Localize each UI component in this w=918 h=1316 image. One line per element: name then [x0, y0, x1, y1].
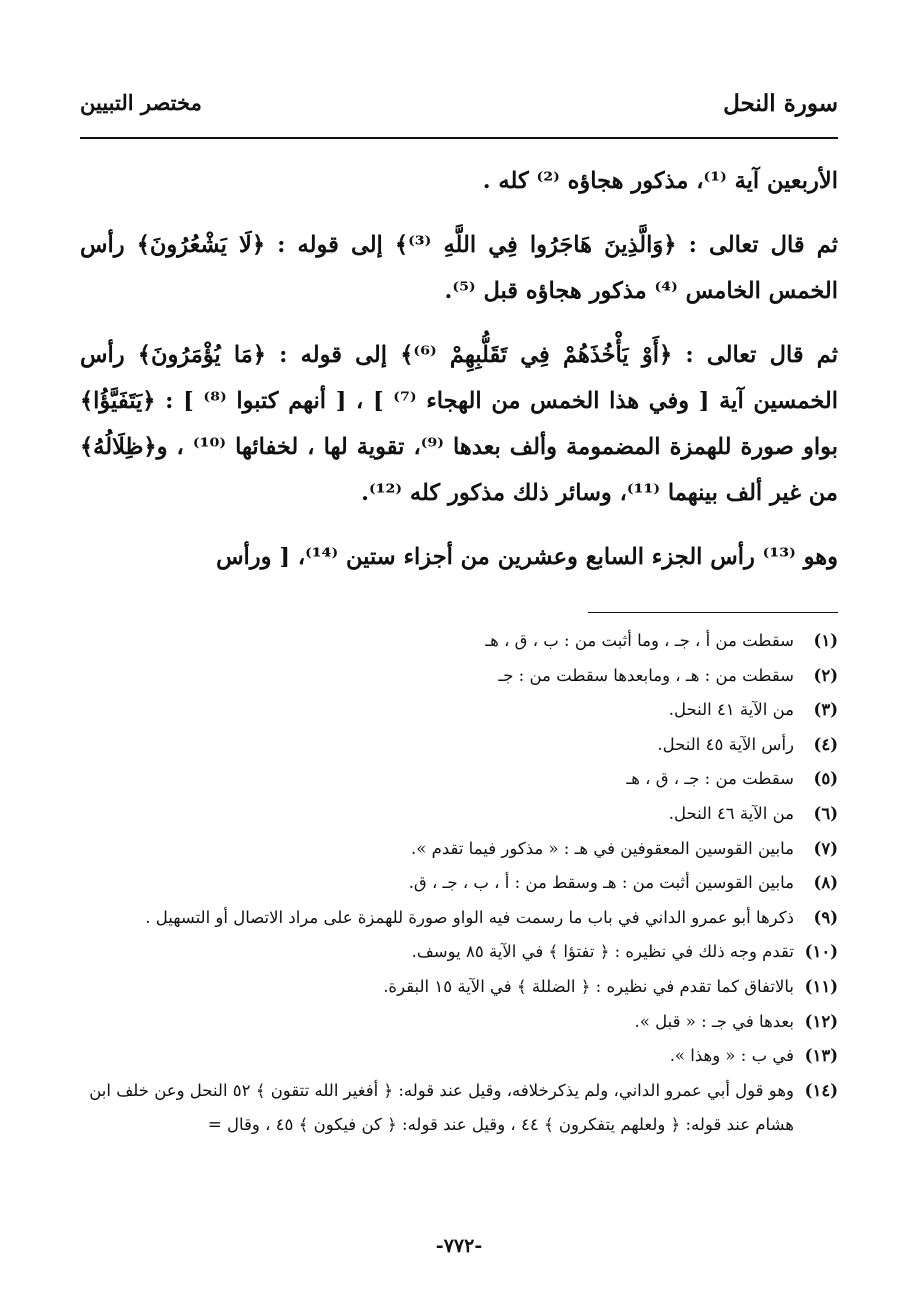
footnote-text: تقدم وجه ذلك في نظيره : ﴿ تفتؤا ﴾ في الآية ٨٥ يوسف.: [411, 942, 794, 962]
footnote: [80, 832, 838, 867]
footnote-text: في ب : « وهذا ».: [669, 1046, 794, 1066]
footnote-number: (٤): [813, 734, 838, 754]
footnote-text: سقطت من أ ، جـ ، وما أثبت من : ب ، ق ، هـ: [485, 631, 794, 650]
footnote-text: سقطت من : جـ ، ق ، هـ: [626, 769, 794, 789]
footnote: [80, 797, 838, 832]
footnote-number: (٨): [813, 873, 838, 893]
footnote: [80, 935, 838, 970]
footnote-number: (١٤): [804, 1080, 838, 1100]
footnote: [80, 901, 838, 936]
footnote: [80, 728, 838, 763]
footnote: [80, 659, 838, 694]
footnote-text: من الآية ٤١ النحل.: [668, 700, 794, 720]
footnote-number: (١): [813, 631, 838, 650]
footnote-number: (٦): [813, 803, 838, 823]
paragraph-2: ثم قال تعالى : ﴿وَالَّذِينَ هَاجَرُوا فِي اللَّهِ ⁽³⁾﴾ إلى قوله : ﴿لَا يَشْعُرُونَ﴾ رأس الخمس الخامس ⁽⁴⁾ مذكور هجاؤه قبل ⁽⁵⁾.: [80, 232, 838, 304]
footnote-number: (٧): [813, 838, 838, 858]
footnote-text: سقطت من : هـ ، ومابعدها سقطت من : جـ: [498, 665, 794, 685]
paragraph-1: الأربعين آية ⁽¹⁾، مذكور هجاؤه ⁽²⁾ كله .: [482, 168, 838, 194]
footnote: [80, 1074, 838, 1143]
paragraph-4: وهو ⁽¹³⁾ رأس الجزء السابع وعشرين من أجزاء ستين ⁽¹⁴⁾، [ ورأس: [216, 544, 838, 570]
footnote: [80, 624, 838, 659]
surah-title: سورة النحل: [723, 90, 838, 117]
footnote-text: من الآية ٤٦ النحل.: [668, 803, 794, 823]
book-title: مختصر التبيين: [80, 90, 202, 115]
footnote: [80, 1039, 838, 1074]
footnote: [80, 866, 838, 901]
page-number: -٧٧٢-: [435, 1235, 483, 1257]
footnote-number: (٩): [813, 907, 838, 927]
footnote-number: (١٢): [804, 1011, 838, 1031]
footnote-text: بالاتفاق كما تقدم في نظيره : ﴿ الضللة ﴾ في الآية ١٥ البقرة.: [383, 976, 794, 996]
footnotes: [80, 624, 838, 1143]
footnote-text: وهو قول أبي عمرو الداني، ولم يذكرخلافه، وقيل عند قوله: ﴿ أفغير الله تتقون ﴾ ٥٢ النحل وعن خلف ابن هشام عند قوله: ﴿ ولعلهم يتفكرون ﴾ ٤٤ ، وقيل عند قوله: ﴿ كن فيكون ﴾ ٤٥ ، وقال =: [89, 1080, 794, 1135]
footnote: [80, 693, 838, 728]
footnote: [80, 762, 838, 797]
footnote-number: (١٣): [804, 1046, 838, 1066]
footnote-text: مابين القوسين أثبت من : هـ وسقط من : أ ، ب ، جـ ، ق.: [408, 873, 794, 893]
header-divider: [80, 137, 838, 139]
footnote-text: رأس الآية ٤٥ النحل.: [657, 734, 794, 754]
footnote-number: (٢): [813, 665, 838, 685]
footnote: [80, 1005, 838, 1040]
footnote-divider: [588, 612, 838, 613]
footnote-number: (١١): [804, 976, 838, 996]
footnote-number: (١٠): [804, 942, 838, 962]
footnote-text: بعدها في جـ : « قبل ».: [634, 1011, 794, 1031]
footnote: [80, 970, 838, 1005]
page-header: [80, 82, 838, 132]
footnote-number: (٥): [813, 769, 838, 789]
main-text: [80, 158, 838, 598]
footnote-text: مابين القوسين المعقوفين في هـ : « مذكور فيما تقدم ».: [411, 838, 794, 858]
footnote-number: (٣): [813, 700, 838, 720]
footnote-text: ذكرها أبو عمرو الداني في باب ما رسمت فيه الواو صورة للهمزة على مراد الاتصال أو التسهيل .: [145, 907, 794, 927]
paragraph-3: ثم قال تعالى : ﴿أَوْ يَأْخُذَهُمْ فِي تَقَلُّبِهِمْ ⁽⁶⁾﴾ إلى قوله : ﴿مَا يُؤْمَرُونَ﴾ رأس الخمسين آية [ وفي هذا الخمس من الهجاء ⁽⁷⁾ ] ، [ أنهم كتبوا ⁽⁸⁾ ] : ﴿يَتَفَيَّؤُا﴾ بواو صورة للهمزة المضمومة وألف بعدها ⁽⁹⁾، تقوية لها ، لخفائها ⁽¹⁰⁾ ، و﴿ظِلَالُهُ﴾ من غير ألف بينهما ⁽¹¹⁾، وسائر ذلك مذكور كله ⁽¹²⁾.: [80, 342, 838, 506]
